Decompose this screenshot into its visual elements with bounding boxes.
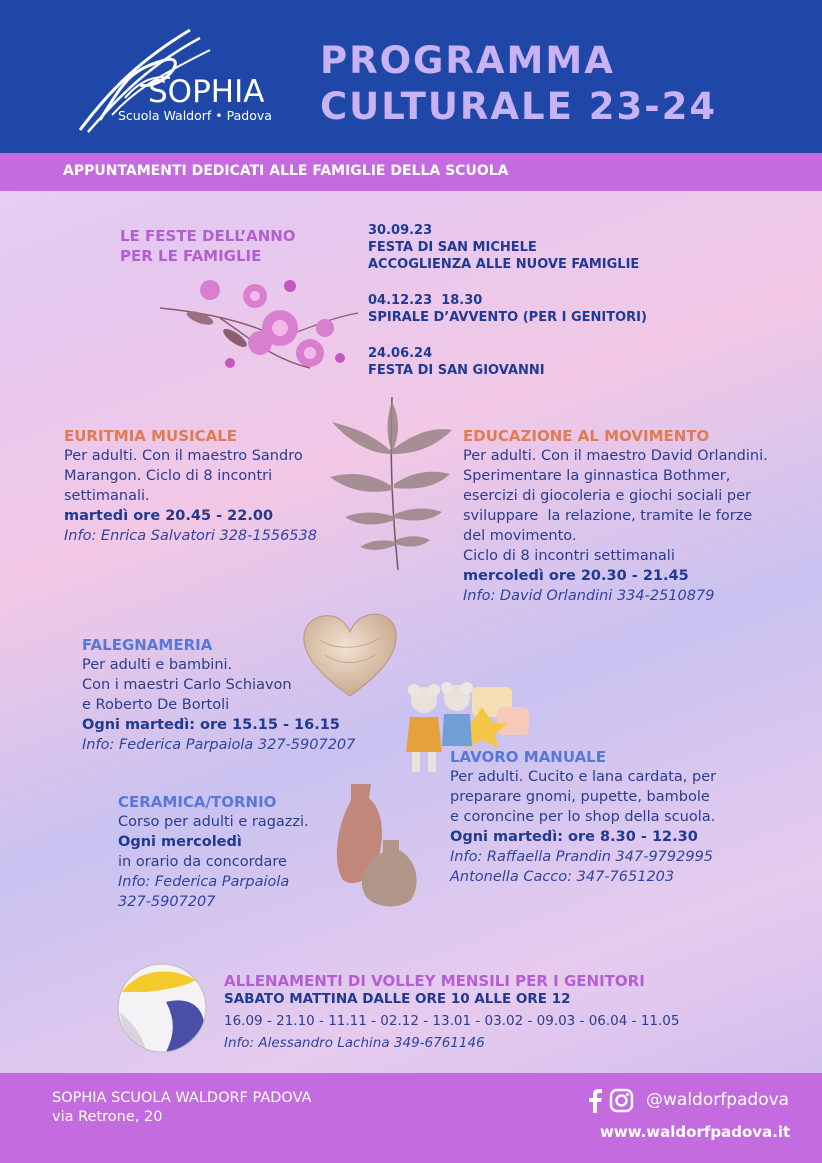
ceramica-info-2: 327-5907207 bbox=[118, 894, 216, 910]
event-2 bbox=[368, 292, 647, 326]
movimento-line-1: Per adulti. Con il maestro David Orlandini. bbox=[463, 448, 768, 464]
ceramica-schedule: Ogni mercoledì bbox=[118, 834, 242, 850]
leaf-branch-icon bbox=[330, 392, 455, 572]
lavoro-info-1: Info: Raffaella Prandin 347-9792995 bbox=[450, 849, 714, 865]
event-1 bbox=[368, 222, 647, 273]
page-title bbox=[320, 38, 717, 130]
euritmia-section bbox=[64, 428, 334, 546]
event-1-line-1: FESTA DI SAN MICHELE bbox=[368, 240, 537, 255]
falegnameria-line-2: Con i maestri Carlo Schiavon bbox=[82, 677, 292, 693]
movimento-line-5: del movimento. bbox=[463, 528, 577, 544]
event-2-date: 04.12.23 18.30 bbox=[368, 293, 483, 308]
euritmia-line-3: settimanali. bbox=[64, 488, 150, 504]
falegnameria-schedule: Ogni martedì: ore 15.15 - 16.15 bbox=[82, 717, 340, 733]
facebook-icon[interactable] bbox=[589, 1089, 602, 1113]
event-3 bbox=[368, 345, 647, 379]
footer-address: via Retrone, 20 bbox=[52, 1109, 163, 1125]
euritmia-line-2: Marangon. Ciclo di 8 incontri bbox=[64, 468, 273, 484]
logo-subtitle: Scuola Waldorf • Padova bbox=[118, 108, 272, 123]
movimento-schedule: mercoledì ore 20.30 - 21.45 bbox=[463, 568, 689, 584]
euritmia-info: Info: Enrica Salvatori 328-1556538 bbox=[64, 528, 317, 544]
event-1-line-2: ACCOGLIENZA ALLE NUOVE FAMIGLIE bbox=[368, 257, 640, 272]
title-line-2: CULTURALE 23-24 bbox=[320, 85, 718, 128]
euritmia-schedule: martedì ore 20.45 - 22.00 bbox=[64, 508, 274, 524]
ceramic-vases-icon bbox=[333, 780, 423, 910]
movimento-info: Info: David Orlandini 334-2510879 bbox=[463, 588, 715, 604]
title-line-1: PROGRAMMA bbox=[320, 39, 615, 82]
band-text: APPUNTAMENTI DEDICATI ALLE FAMIGLIE DELLA SCUOLA bbox=[63, 163, 509, 179]
euritmia-title: EURITMIA MUSICALE bbox=[64, 427, 238, 445]
social-icons bbox=[584, 1088, 642, 1118]
volley-section bbox=[224, 973, 804, 1053]
lavoro-title: LAVORO MANUALE bbox=[450, 748, 606, 766]
feste-title-line-2: PER LE FAMIGLIE bbox=[120, 247, 262, 265]
lavoro-line-3: e coroncine per lo shop della scuola. bbox=[450, 809, 716, 825]
social-handle[interactable]: @waldorfpadova bbox=[646, 1090, 790, 1110]
movimento-line-2: Sperimentare la ginnastica Bothmer, bbox=[463, 468, 731, 484]
footer-school-name: SOPHIA SCUOLA WALDORF PADOVA bbox=[52, 1090, 312, 1106]
website-link[interactable]: www.waldorfpadova.it bbox=[600, 1123, 791, 1141]
volley-info: Info: Alessandro Lachina 349-6761146 bbox=[224, 1035, 485, 1051]
event-1-date: 30.09.23 bbox=[368, 223, 433, 238]
header bbox=[0, 0, 822, 153]
falegnameria-line-3: e Roberto De Bortoli bbox=[82, 697, 230, 713]
volley-subtitle: SABATO MATTINA DALLE ORE 10 ALLE ORE 12 bbox=[224, 991, 571, 1007]
movimento-title: EDUCAZIONE AL MOVIMENTO bbox=[463, 427, 710, 445]
event-3-date: 24.06.24 bbox=[368, 346, 433, 361]
footer bbox=[0, 1073, 822, 1163]
movimento-section bbox=[463, 428, 813, 606]
falegnameria-section bbox=[82, 637, 382, 755]
feste-title bbox=[120, 226, 296, 266]
falegnameria-title: FALEGNAMERIA bbox=[82, 636, 213, 654]
ceramica-line-2: in orario da concordare bbox=[118, 854, 287, 870]
ceramica-section bbox=[118, 794, 338, 912]
volley-title: ALLENAMENTI DI VOLLEY MENSILI PER I GENITORI bbox=[224, 972, 645, 990]
ceramica-info-1: Info: Federica Parpaiola bbox=[118, 874, 290, 890]
lavoro-schedule: Ogni martedì: ore 8.30 - 12.30 bbox=[450, 829, 698, 845]
ceramica-title: CERAMICA/TORNIO bbox=[118, 793, 277, 811]
flowers-icon bbox=[160, 268, 360, 393]
instagram-icon[interactable] bbox=[611, 1090, 632, 1111]
volley-dates: 16.09 - 21.10 - 11.11 - 02.12 - 13.01 - 03.02 - 09.03 - 06.04 - 11.05 bbox=[224, 1013, 680, 1029]
falegnameria-info: Info: Federica Parpaiola 327-5907207 bbox=[82, 737, 356, 753]
falegnameria-line-1: Per adulti e bambini. bbox=[82, 657, 233, 673]
lavoro-line-1: Per adulti. Cucito e lana cardata, per bbox=[450, 769, 717, 785]
lavoro-info-2: Antonella Cacco: 347-7651203 bbox=[450, 869, 675, 885]
subtitle-band bbox=[0, 153, 822, 191]
event-2-line-1: SPIRALE D’AVVENTO (PER I GENITORI) bbox=[368, 310, 647, 325]
lavoro-line-2: preparare gnomi, pupette, bambole bbox=[450, 789, 710, 805]
ceramica-line-1: Corso per adulti e ragazzi. bbox=[118, 814, 309, 830]
lavoro-section bbox=[450, 749, 795, 887]
logo-wordmark: SOPHIA bbox=[148, 74, 265, 110]
feste-title-line-1: LE FESTE DELL’ANNO bbox=[120, 227, 296, 245]
movimento-line-6: Ciclo di 8 incontri settimanali bbox=[463, 548, 675, 564]
event-3-line-1: FESTA DI SAN GIOVANNI bbox=[368, 363, 545, 378]
volleyball-icon bbox=[116, 962, 208, 1054]
feste-events bbox=[368, 222, 647, 379]
euritmia-line-1: Per adulti. Con il maestro Sandro bbox=[64, 448, 303, 464]
movimento-line-4: sviluppare la relazione, tramite le forze bbox=[463, 508, 753, 524]
movimento-line-3: esercizi di giocoleria e giochi sociali per bbox=[463, 488, 752, 504]
